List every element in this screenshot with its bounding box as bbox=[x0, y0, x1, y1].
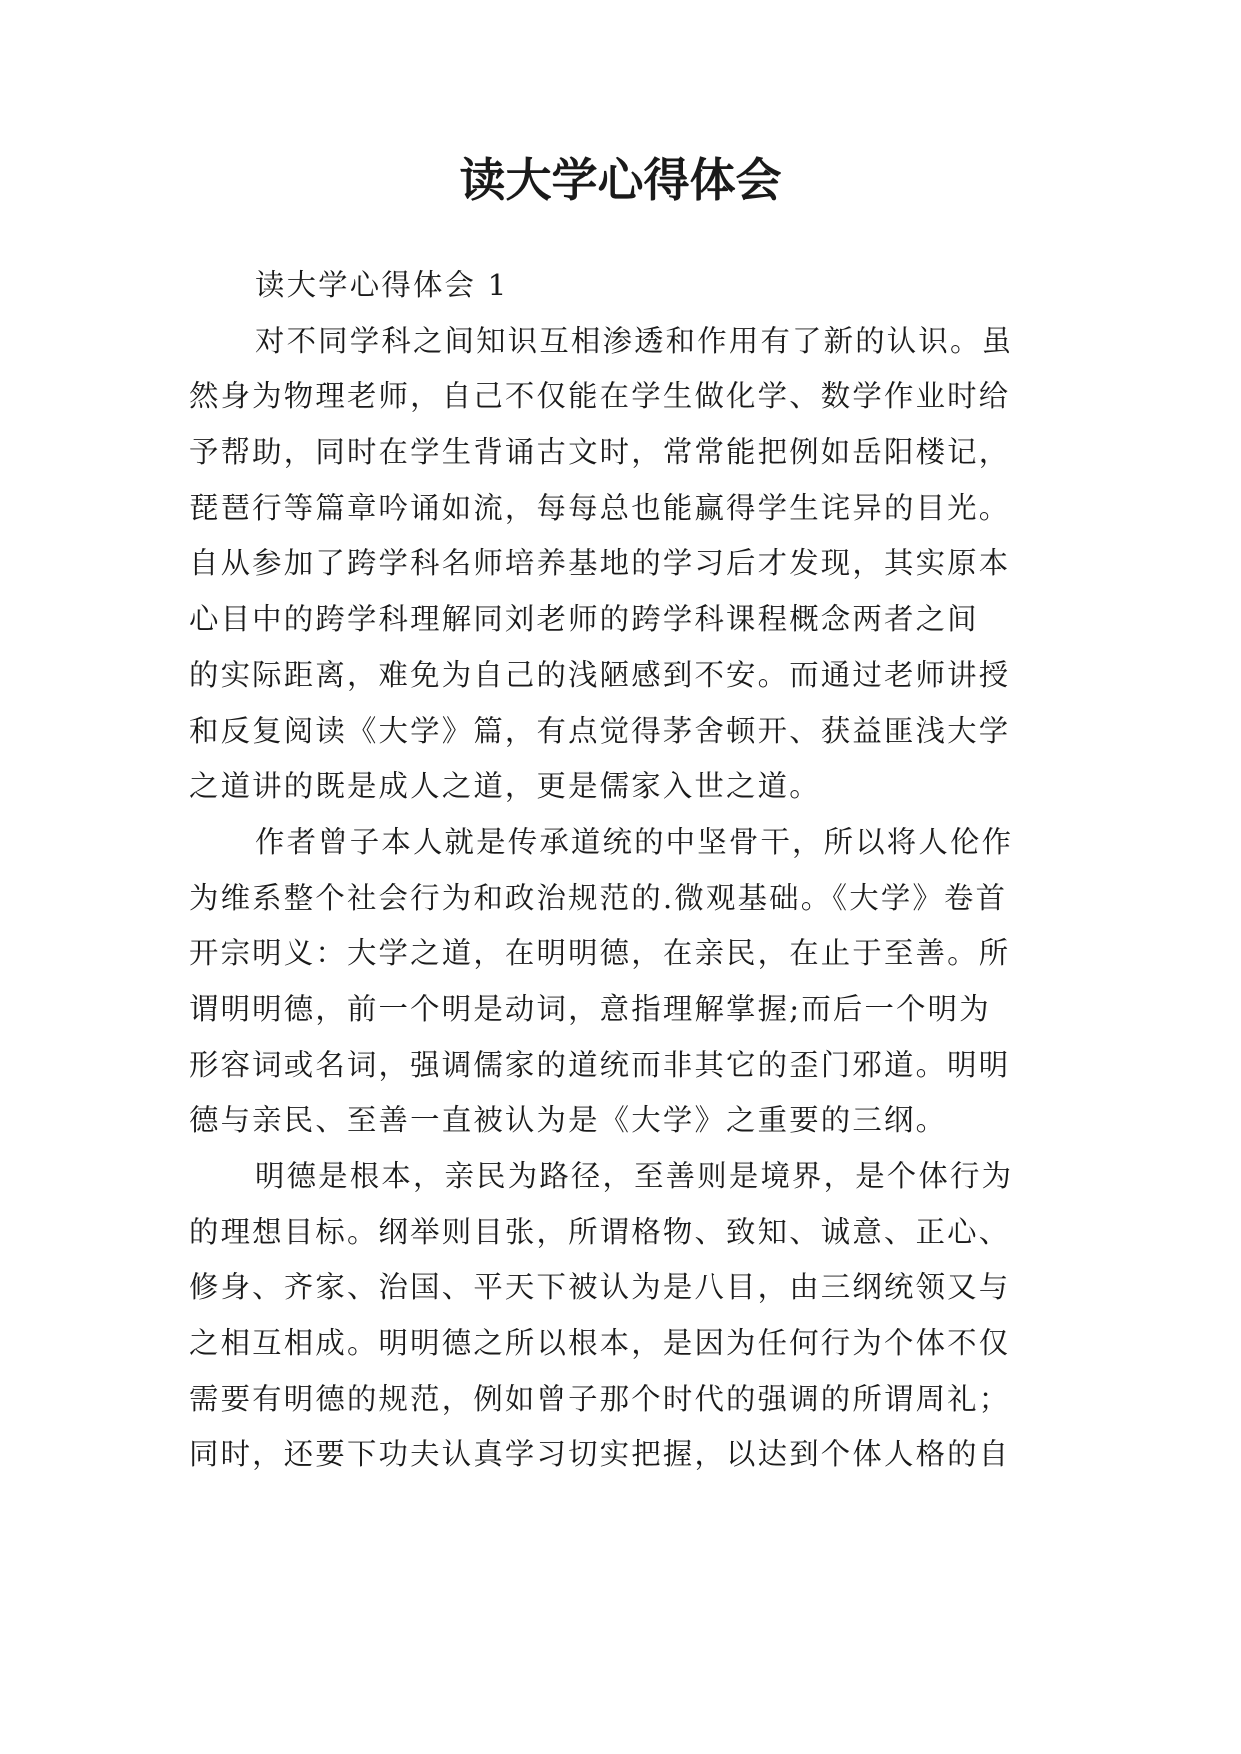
text-line: 同时，还要下功夫认真学习切实把握，以达到个体人格的自 bbox=[189, 1437, 1011, 1472]
text-line: 为维系整个社会行为和政治规范的.微观基础。《大学》卷首 bbox=[189, 880, 1008, 915]
text-line: 琵琶行等篇章吟诵如流，每每总也能赢得学生诧异的目光。 bbox=[189, 490, 1011, 525]
text-line: 和反复阅读《大学》篇，有点觉得茅舍顿开、获益匪浅大学 bbox=[189, 713, 1011, 748]
text-line: 之相互相成。明明德之所以根本，是因为任何行为个体不仅 bbox=[189, 1326, 1011, 1361]
document-title: 读大学心得体会 bbox=[459, 153, 782, 207]
text-line: 作者曾子本人就是传承道统的中坚骨干，所以将人伦作 bbox=[255, 824, 1014, 859]
text-line: 予帮助，同时在学生背诵古文时，常常能把例如岳阳楼记， bbox=[189, 435, 1011, 470]
text-line: 的实际距离，难免为自己的浅陋感到不安。而通过老师讲授 bbox=[189, 657, 1011, 692]
text-line: 读大学心得体会 1 bbox=[255, 268, 509, 302]
text-line: 明德是根本，亲民为路径，至善则是境界，是个体行为 bbox=[255, 1159, 1014, 1193]
text-line: 的理想目标。纲举则目张，所谓格物、致知、诚意、正心、 bbox=[189, 1214, 1011, 1249]
text-line: 然身为物理老师，自己不仅能在学生做化学、数学作业时给 bbox=[189, 379, 1011, 414]
text-line: 对不同学科之间知识互相渗透和作用有了新的认识。虽 bbox=[255, 323, 1014, 358]
text-line: 形容词或名词，强调儒家的道统而非其它的歪门邪道。明明 bbox=[189, 1047, 1011, 1082]
text-line: 谓明明德，前一个明是动词，意指理解掌握;而后一个明为 bbox=[189, 991, 991, 1026]
text-line: 自从参加了跨学科名师培养基地的学习后才发现，其实原本 bbox=[189, 546, 1011, 581]
text-line: 心目中的跨学科理解同刘老师的跨学科课程概念两者之间 bbox=[189, 602, 979, 637]
text-line: 修身、齐家、治国、平天下被认为是八目，由三纲统领又与 bbox=[189, 1270, 1011, 1305]
text-line: 之道讲的既是成人之道，更是儒家入世之道。 bbox=[189, 769, 821, 804]
text-line: 开宗明义：大学之道，在明明德，在亲民，在止于至善。所 bbox=[189, 936, 1011, 971]
document-body bbox=[189, 258, 1055, 1483]
text-line: 需要有明德的规范，例如曾子那个时代的强调的所谓周礼； bbox=[189, 1381, 1011, 1416]
text-line: 德与亲民、至善一直被认为是《大学》之重要的三纲。 bbox=[189, 1103, 948, 1138]
